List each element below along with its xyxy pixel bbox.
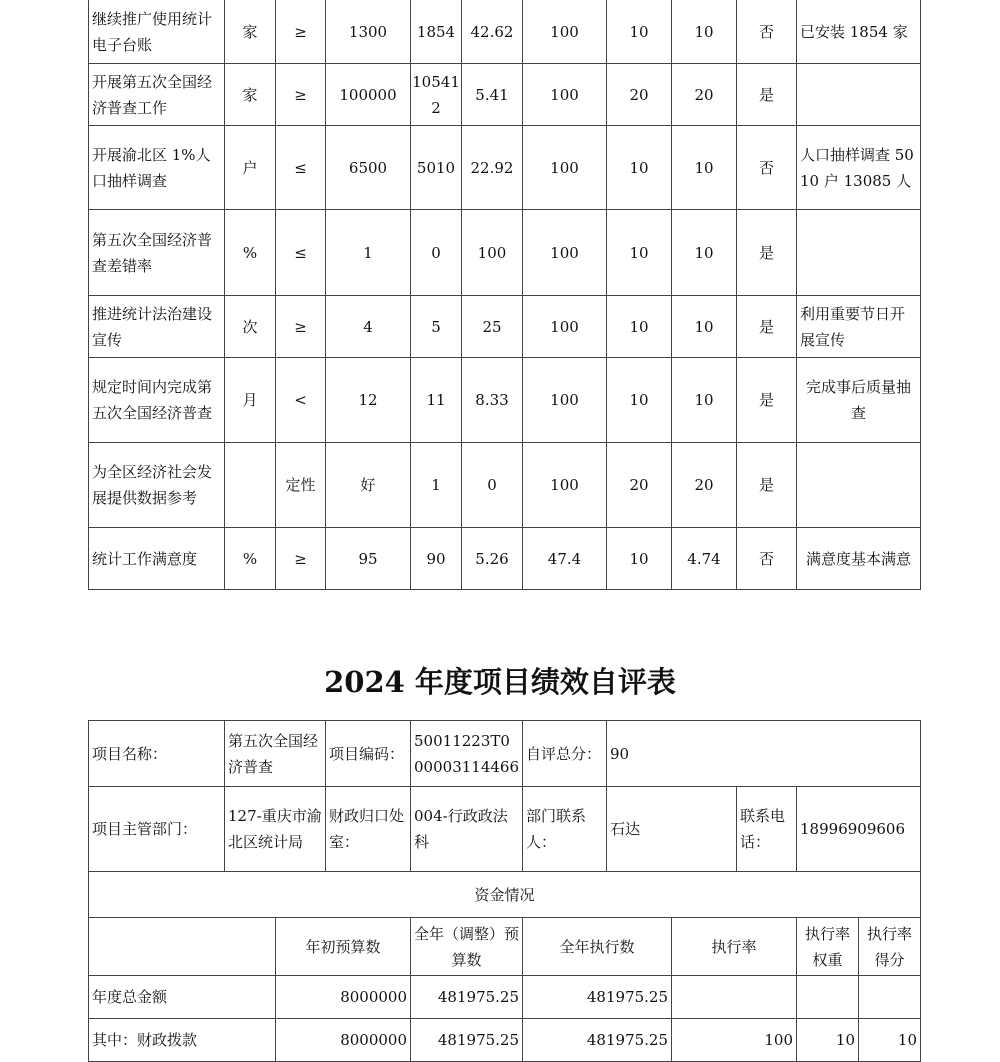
unit: % — [225, 210, 276, 296]
completion-rate: 100 — [523, 358, 607, 443]
target-value: 6500 — [326, 126, 411, 210]
score: 10 — [672, 296, 737, 358]
office-value: 004-行政政法科 — [411, 787, 523, 872]
office-label: 财政归口处室： — [326, 787, 411, 872]
actual-value: 0 — [411, 210, 462, 296]
met-flag: 否 — [737, 0, 797, 64]
operator: ≥ — [276, 64, 326, 126]
completion-rate: 100 — [523, 443, 607, 528]
met-flag: 是 — [737, 296, 797, 358]
actual-value: 1854 — [411, 0, 462, 64]
contact-label: 部门联系人： — [523, 787, 607, 872]
name-value: 第五次全国经济普查 — [225, 721, 326, 787]
met-flag: 是 — [737, 64, 797, 126]
indicator-name: 继续推广使用统计电子台账 — [89, 0, 225, 64]
score: 10 — [672, 358, 737, 443]
indicator-name: 开展渝北区 1%人口抽样调查 — [89, 126, 225, 210]
unit: 月 — [225, 358, 276, 443]
target-value: 100000 — [326, 64, 411, 126]
target-value: 4 — [326, 296, 411, 358]
completion-rate: 100 — [523, 126, 607, 210]
met-flag: 是 — [737, 210, 797, 296]
operator: ≤ — [276, 126, 326, 210]
table-row — [89, 64, 921, 126]
table-row — [89, 210, 921, 296]
indicator-name: 为全区经济社会发展提供数据参考 — [89, 443, 225, 528]
phone-label: 联系电话： — [737, 787, 797, 872]
deviation: 25 — [462, 296, 523, 358]
weight: 10 — [607, 528, 672, 590]
deviation: 100 — [462, 210, 523, 296]
weight: 20 — [607, 64, 672, 126]
funds-row — [89, 976, 921, 1019]
score-label: 自评总分： — [523, 721, 607, 787]
deviation: 0 — [462, 443, 523, 528]
table-row — [89, 721, 921, 787]
code-label: 项目编码： — [326, 721, 411, 787]
weight: 10 — [607, 358, 672, 443]
note — [797, 443, 921, 528]
table-row — [89, 528, 921, 590]
note: 已安装 1854 家 — [797, 0, 921, 64]
funds-weight: 10 — [797, 1019, 859, 1062]
indicator-name: 第五次全国经济普查差错率 — [89, 210, 225, 296]
unit: 家 — [225, 0, 276, 64]
deviation: 42.62 — [462, 0, 523, 64]
operator: ≥ — [276, 296, 326, 358]
unit: 家 — [225, 64, 276, 126]
completion-rate: 100 — [523, 64, 607, 126]
score: 20 — [672, 64, 737, 126]
deviation: 8.33 — [462, 358, 523, 443]
funds-label: 其中：财政拨款 — [89, 1019, 276, 1062]
indicator-name: 推进统计法治建设宣传 — [89, 296, 225, 358]
funds-weight — [797, 976, 859, 1019]
actual-value: 5010 — [411, 126, 462, 210]
actual-value: 11 — [411, 358, 462, 443]
score: 20 — [672, 443, 737, 528]
funds-initial: 8000000 — [276, 1019, 411, 1062]
dept-value: 127-重庆市渝北区统计局 — [225, 787, 326, 872]
header-executed: 全年执行数 — [523, 918, 672, 976]
header-initial: 年初预算数 — [276, 918, 411, 976]
actual-value: 105412 — [411, 64, 462, 126]
blank-cell — [89, 918, 276, 976]
code-value: 50011223T000003114466 — [411, 721, 523, 787]
unit: 次 — [225, 296, 276, 358]
header-rate: 执行率 — [672, 918, 797, 976]
unit: 户 — [225, 126, 276, 210]
note: 人口抽样调查 5010 户 13085 人 — [797, 126, 921, 210]
note — [797, 210, 921, 296]
header-score: 执行率得分 — [859, 918, 921, 976]
met-flag: 是 — [737, 443, 797, 528]
indicator-name: 统计工作满意度 — [89, 528, 225, 590]
operator: 定性 — [276, 443, 326, 528]
score-value: 90 — [607, 721, 921, 787]
table-row — [89, 0, 921, 64]
target-value: 95 — [326, 528, 411, 590]
note: 完成事后质量抽查 — [797, 358, 921, 443]
name-label: 项目名称： — [89, 721, 225, 787]
funds-score: 10 — [859, 1019, 921, 1062]
deviation: 5.26 — [462, 528, 523, 590]
completion-rate: 47.4 — [523, 528, 607, 590]
page-title: 2024 年度项目绩效自评表 — [324, 665, 676, 699]
unit: % — [225, 528, 276, 590]
weight: 10 — [607, 210, 672, 296]
unit — [225, 443, 276, 528]
funds-row — [89, 1019, 921, 1062]
weight: 10 — [607, 0, 672, 64]
met-flag: 否 — [737, 126, 797, 210]
table-row — [89, 443, 921, 528]
weight: 20 — [607, 443, 672, 528]
funds-score — [859, 976, 921, 1019]
deviation: 22.92 — [462, 126, 523, 210]
target-value: 好 — [326, 443, 411, 528]
score: 10 — [672, 0, 737, 64]
target-value: 1300 — [326, 0, 411, 64]
table-row — [89, 787, 921, 872]
met-flag: 否 — [737, 528, 797, 590]
funds-rate: 100 — [672, 1019, 797, 1062]
note — [797, 64, 921, 126]
weight: 10 — [607, 126, 672, 210]
funds-header-row — [89, 918, 921, 976]
table-row — [89, 872, 921, 918]
funds-initial: 8000000 — [276, 976, 411, 1019]
weight: 10 — [607, 296, 672, 358]
score: 4.74 — [672, 528, 737, 590]
indicator-name: 规定时间内完成第五次全国经济普查 — [89, 358, 225, 443]
operator: < — [276, 358, 326, 443]
completion-rate: 100 — [523, 296, 607, 358]
actual-value: 5 — [411, 296, 462, 358]
funds-rate — [672, 976, 797, 1019]
funds-label: 年度总金额 — [89, 976, 276, 1019]
indicator-table — [88, 0, 921, 590]
operator: ≥ — [276, 528, 326, 590]
funds-adjusted: 481975.25 — [411, 1019, 523, 1062]
contact-value: 石达 — [607, 787, 737, 872]
dept-label: 项目主管部门： — [89, 787, 225, 872]
operator: ≤ — [276, 210, 326, 296]
funds-executed: 481975.25 — [523, 1019, 672, 1062]
table-row — [89, 296, 921, 358]
project-info-table — [88, 720, 921, 1062]
funds-executed: 481975.25 — [523, 976, 672, 1019]
header-adjusted: 全年（调整）预算数 — [411, 918, 523, 976]
table-row — [89, 358, 921, 443]
note: 利用重要节日开展宣传 — [797, 296, 921, 358]
funds-section-title: 资金情况 — [89, 872, 921, 918]
target-value: 1 — [326, 210, 411, 296]
actual-value: 90 — [411, 528, 462, 590]
completion-rate: 100 — [523, 0, 607, 64]
actual-value: 1 — [411, 443, 462, 528]
operator: ≥ — [276, 0, 326, 64]
score: 10 — [672, 210, 737, 296]
funds-adjusted: 481975.25 — [411, 976, 523, 1019]
met-flag: 是 — [737, 358, 797, 443]
note: 满意度基本满意 — [797, 528, 921, 590]
indicator-name: 开展第五次全国经济普查工作 — [89, 64, 225, 126]
phone-value: 18996909606 — [797, 787, 921, 872]
deviation: 5.41 — [462, 64, 523, 126]
header-weight: 执行率权重 — [797, 918, 859, 976]
table-row — [89, 126, 921, 210]
score: 10 — [672, 126, 737, 210]
completion-rate: 100 — [523, 210, 607, 296]
target-value: 12 — [326, 358, 411, 443]
